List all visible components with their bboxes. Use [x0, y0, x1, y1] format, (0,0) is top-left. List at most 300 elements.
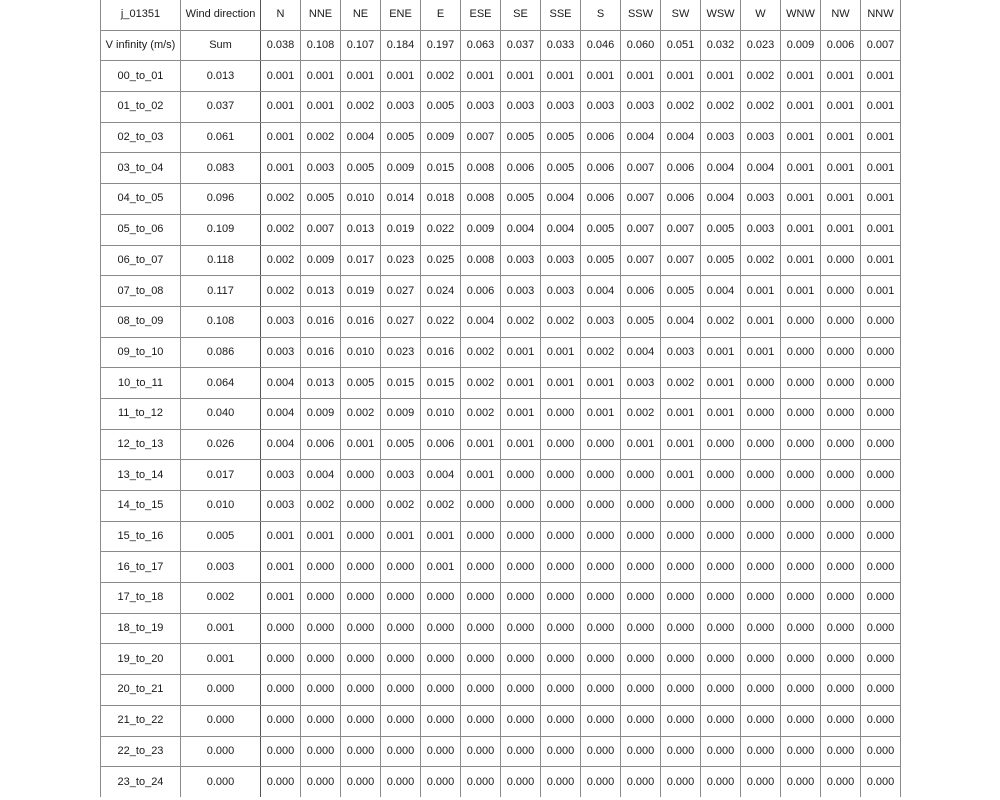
frequency-cell: 0.000	[821, 491, 861, 522]
frequency-cell: 0.000	[821, 460, 861, 491]
row-sum-cell: 0.000	[181, 736, 261, 767]
frequency-cell: 0.003	[621, 368, 661, 399]
frequency-cell: 0.002	[541, 306, 581, 337]
frequency-cell: 0.004	[661, 306, 701, 337]
frequency-cell: 0.000	[701, 675, 741, 706]
table-row	[101, 153, 901, 184]
frequency-cell: 0.013	[301, 276, 341, 307]
frequency-cell: 0.005	[701, 245, 741, 276]
speed-bin-label: 20_to_21	[101, 675, 181, 706]
frequency-cell: 0.001	[261, 153, 301, 184]
frequency-cell: 0.000	[661, 491, 701, 522]
table-row	[101, 214, 901, 245]
frequency-cell: 0.000	[501, 736, 541, 767]
frequency-cell: 0.000	[381, 675, 421, 706]
frequency-cell: 0.000	[661, 767, 701, 797]
frequency-cell: 0.001	[781, 276, 821, 307]
frequency-cell: 0.001	[861, 245, 901, 276]
frequency-cell: 0.000	[621, 583, 661, 614]
table-row	[101, 61, 901, 92]
frequency-cell: 0.001	[541, 368, 581, 399]
table-row	[101, 245, 901, 276]
frequency-cell: 0.027	[381, 276, 421, 307]
frequency-cell: 0.000	[741, 491, 781, 522]
frequency-cell: 0.006	[461, 276, 501, 307]
frequency-cell: 0.000	[701, 613, 741, 644]
frequency-cell: 0.000	[381, 552, 421, 583]
table-row	[101, 767, 901, 797]
frequency-cell: 0.001	[701, 61, 741, 92]
frequency-cell: 0.002	[261, 276, 301, 307]
direction-header: SE	[501, 0, 541, 30]
frequency-cell: 0.001	[261, 552, 301, 583]
frequency-cell: 0.001	[661, 460, 701, 491]
row-sum-cell: 0.002	[181, 583, 261, 614]
direction-header: N	[261, 0, 301, 30]
row-sum-cell: 0.064	[181, 368, 261, 399]
frequency-cell: 0.005	[661, 276, 701, 307]
direction-header: NE	[341, 0, 381, 30]
frequency-cell: 0.001	[661, 61, 701, 92]
frequency-cell: 0.000	[581, 767, 621, 797]
frequency-cell: 0.006	[661, 184, 701, 215]
frequency-cell: 0.000	[461, 521, 501, 552]
frequency-cell: 0.000	[501, 675, 541, 706]
frequency-cell: 0.000	[381, 705, 421, 736]
frequency-cell: 0.000	[341, 521, 381, 552]
speed-bin-label: 07_to_08	[101, 276, 181, 307]
frequency-cell: 0.000	[781, 583, 821, 614]
frequency-cell: 0.024	[421, 276, 461, 307]
wind-direction-label: Wind direction	[181, 0, 261, 30]
frequency-cell: 0.009	[461, 214, 501, 245]
frequency-cell: 0.000	[301, 675, 341, 706]
frequency-cell: 0.000	[381, 583, 421, 614]
direction-header: S	[581, 0, 621, 30]
frequency-cell: 0.000	[261, 767, 301, 797]
frequency-cell: 0.000	[501, 767, 541, 797]
row-sum-cell: 0.000	[181, 705, 261, 736]
frequency-cell: 0.000	[341, 552, 381, 583]
frequency-cell: 0.001	[661, 398, 701, 429]
frequency-cell: 0.000	[341, 644, 381, 675]
frequency-cell: 0.001	[821, 184, 861, 215]
frequency-cell: 0.004	[421, 460, 461, 491]
frequency-cell: 0.000	[461, 583, 501, 614]
frequency-cell: 0.001	[461, 460, 501, 491]
row-sum-cell: 0.026	[181, 429, 261, 460]
frequency-cell: 0.000	[501, 521, 541, 552]
frequency-cell: 0.000	[821, 767, 861, 797]
frequency-cell: 0.000	[261, 644, 301, 675]
speed-bin-label: 06_to_07	[101, 245, 181, 276]
speed-bin-label: 03_to_04	[101, 153, 181, 184]
frequency-cell: 0.000	[701, 705, 741, 736]
frequency-cell: 0.000	[701, 429, 741, 460]
frequency-cell: 0.000	[421, 583, 461, 614]
direction-sum-cell: 0.007	[861, 30, 901, 61]
direction-header: NW	[821, 0, 861, 30]
frequency-cell: 0.000	[581, 675, 621, 706]
frequency-cell: 0.000	[741, 460, 781, 491]
frequency-cell: 0.000	[741, 552, 781, 583]
frequency-cell: 0.004	[541, 184, 581, 215]
frequency-cell: 0.000	[861, 552, 901, 583]
frequency-cell: 0.015	[421, 368, 461, 399]
frequency-cell: 0.002	[341, 92, 381, 123]
frequency-cell: 0.000	[781, 736, 821, 767]
frequency-cell: 0.000	[501, 491, 541, 522]
frequency-cell: 0.004	[701, 276, 741, 307]
frequency-cell: 0.003	[581, 306, 621, 337]
frequency-cell: 0.000	[821, 644, 861, 675]
direction-header: WNW	[781, 0, 821, 30]
frequency-cell: 0.000	[341, 583, 381, 614]
frequency-cell: 0.005	[501, 122, 541, 153]
frequency-cell: 0.017	[341, 245, 381, 276]
frequency-cell: 0.001	[581, 368, 621, 399]
frequency-cell: 0.000	[541, 521, 581, 552]
table-row	[101, 306, 901, 337]
frequency-cell: 0.015	[421, 153, 461, 184]
frequency-cell: 0.000	[661, 705, 701, 736]
direction-sum-cell: 0.107	[341, 30, 381, 61]
frequency-cell: 0.000	[581, 460, 621, 491]
frequency-cell: 0.001	[381, 521, 421, 552]
frequency-cell: 0.001	[541, 61, 581, 92]
frequency-cell: 0.019	[381, 214, 421, 245]
frequency-cell: 0.000	[581, 552, 621, 583]
frequency-cell: 0.000	[581, 705, 621, 736]
frequency-cell: 0.002	[581, 337, 621, 368]
row-sum-cell: 0.086	[181, 337, 261, 368]
frequency-cell: 0.000	[861, 491, 901, 522]
frequency-cell: 0.000	[861, 429, 901, 460]
frequency-cell: 0.004	[261, 368, 301, 399]
frequency-cell: 0.006	[661, 153, 701, 184]
frequency-cell: 0.000	[661, 613, 701, 644]
table-row	[101, 337, 901, 368]
frequency-cell: 0.000	[341, 767, 381, 797]
frequency-cell: 0.000	[781, 337, 821, 368]
frequency-cell: 0.000	[701, 552, 741, 583]
frequency-cell: 0.000	[861, 767, 901, 797]
frequency-cell: 0.000	[461, 736, 501, 767]
frequency-cell: 0.007	[461, 122, 501, 153]
frequency-cell: 0.013	[341, 214, 381, 245]
frequency-cell: 0.000	[301, 705, 341, 736]
speed-bin-label: 13_to_14	[101, 460, 181, 491]
frequency-cell: 0.006	[581, 122, 621, 153]
frequency-cell: 0.000	[861, 460, 901, 491]
frequency-cell: 0.000	[781, 552, 821, 583]
frequency-cell: 0.002	[421, 61, 461, 92]
frequency-cell: 0.002	[701, 92, 741, 123]
frequency-cell: 0.001	[501, 61, 541, 92]
frequency-cell: 0.001	[301, 61, 341, 92]
frequency-cell: 0.000	[741, 521, 781, 552]
direction-header: NNW	[861, 0, 901, 30]
frequency-cell: 0.001	[861, 214, 901, 245]
header-row	[101, 0, 901, 30]
frequency-cell: 0.004	[461, 306, 501, 337]
table-row	[101, 92, 901, 123]
table-row	[101, 368, 901, 399]
frequency-cell: 0.025	[421, 245, 461, 276]
frequency-cell: 0.000	[341, 736, 381, 767]
frequency-cell: 0.000	[301, 613, 341, 644]
frequency-cell: 0.000	[661, 583, 701, 614]
direction-header: SSE	[541, 0, 581, 30]
frequency-cell: 0.002	[261, 245, 301, 276]
frequency-cell: 0.000	[541, 429, 581, 460]
frequency-cell: 0.000	[781, 398, 821, 429]
direction-header: ENE	[381, 0, 421, 30]
frequency-cell: 0.005	[581, 214, 621, 245]
speed-bin-label: 08_to_09	[101, 306, 181, 337]
frequency-cell: 0.001	[501, 398, 541, 429]
frequency-cell: 0.010	[421, 398, 461, 429]
frequency-cell: 0.000	[541, 767, 581, 797]
frequency-cell: 0.004	[301, 460, 341, 491]
frequency-cell: 0.003	[501, 245, 541, 276]
frequency-cell: 0.000	[741, 705, 781, 736]
row-sum-cell: 0.005	[181, 521, 261, 552]
frequency-cell: 0.000	[661, 675, 701, 706]
row-sum-cell: 0.001	[181, 644, 261, 675]
frequency-cell: 0.000	[621, 613, 661, 644]
frequency-cell: 0.000	[541, 675, 581, 706]
speed-bin-label: 09_to_10	[101, 337, 181, 368]
frequency-cell: 0.005	[341, 368, 381, 399]
frequency-cell: 0.002	[661, 92, 701, 123]
row-sum-cell: 0.000	[181, 675, 261, 706]
frequency-cell: 0.000	[621, 552, 661, 583]
table-row	[101, 552, 901, 583]
frequency-cell: 0.000	[741, 429, 781, 460]
row-sum-cell: 0.001	[181, 613, 261, 644]
frequency-cell: 0.002	[741, 245, 781, 276]
frequency-cell: 0.006	[581, 184, 621, 215]
frequency-cell: 0.007	[621, 245, 661, 276]
frequency-cell: 0.000	[821, 736, 861, 767]
table-body	[101, 0, 901, 797]
frequency-cell: 0.001	[701, 337, 741, 368]
frequency-cell: 0.001	[461, 429, 501, 460]
speed-bin-label: 18_to_19	[101, 613, 181, 644]
frequency-cell: 0.016	[341, 306, 381, 337]
frequency-cell: 0.001	[821, 214, 861, 245]
frequency-cell: 0.000	[581, 429, 621, 460]
table-row	[101, 613, 901, 644]
frequency-cell: 0.005	[621, 306, 661, 337]
frequency-cell: 0.000	[821, 245, 861, 276]
frequency-cell: 0.000	[461, 613, 501, 644]
frequency-cell: 0.007	[661, 214, 701, 245]
frequency-cell: 0.000	[741, 644, 781, 675]
frequency-cell: 0.022	[421, 306, 461, 337]
frequency-cell: 0.003	[261, 491, 301, 522]
frequency-cell: 0.001	[621, 61, 661, 92]
frequency-cell: 0.005	[381, 429, 421, 460]
speed-bin-label: 16_to_17	[101, 552, 181, 583]
frequency-cell: 0.000	[621, 460, 661, 491]
frequency-cell: 0.000	[821, 521, 861, 552]
frequency-cell: 0.002	[461, 337, 501, 368]
direction-sum-cell: 0.060	[621, 30, 661, 61]
sum-row	[101, 30, 901, 61]
frequency-cell: 0.000	[621, 736, 661, 767]
direction-sum-cell: 0.023	[741, 30, 781, 61]
frequency-cell: 0.006	[421, 429, 461, 460]
frequency-cell: 0.003	[261, 460, 301, 491]
speed-bin-label: 23_to_24	[101, 767, 181, 797]
frequency-cell: 0.000	[821, 675, 861, 706]
frequency-cell: 0.000	[821, 368, 861, 399]
frequency-cell: 0.003	[541, 245, 581, 276]
direction-header: NNE	[301, 0, 341, 30]
frequency-cell: 0.000	[461, 675, 501, 706]
frequency-cell: 0.003	[581, 92, 621, 123]
frequency-cell: 0.000	[381, 767, 421, 797]
frequency-cell: 0.009	[301, 245, 341, 276]
frequency-cell: 0.000	[741, 583, 781, 614]
frequency-cell: 0.000	[861, 675, 901, 706]
table-row	[101, 675, 901, 706]
frequency-cell: 0.002	[301, 491, 341, 522]
frequency-cell: 0.000	[781, 491, 821, 522]
frequency-cell: 0.002	[741, 61, 781, 92]
frequency-cell: 0.009	[381, 398, 421, 429]
frequency-cell: 0.000	[701, 767, 741, 797]
table-row	[101, 491, 901, 522]
frequency-cell: 0.001	[581, 398, 621, 429]
frequency-cell: 0.004	[541, 214, 581, 245]
frequency-cell: 0.000	[821, 398, 861, 429]
frequency-cell: 0.000	[661, 552, 701, 583]
sum-label: Sum	[181, 30, 261, 61]
frequency-cell: 0.007	[621, 153, 661, 184]
frequency-cell: 0.003	[501, 276, 541, 307]
frequency-cell: 0.023	[381, 245, 421, 276]
frequency-cell: 0.003	[301, 153, 341, 184]
frequency-cell: 0.003	[381, 460, 421, 491]
speed-bin-label: 04_to_05	[101, 184, 181, 215]
frequency-cell: 0.001	[781, 214, 821, 245]
frequency-cell: 0.004	[661, 122, 701, 153]
frequency-cell: 0.000	[741, 675, 781, 706]
frequency-cell: 0.000	[781, 521, 821, 552]
frequency-cell: 0.005	[301, 184, 341, 215]
frequency-cell: 0.000	[861, 736, 901, 767]
frequency-cell: 0.000	[861, 368, 901, 399]
frequency-cell: 0.000	[341, 491, 381, 522]
table-row	[101, 736, 901, 767]
frequency-cell: 0.000	[261, 675, 301, 706]
frequency-cell: 0.001	[861, 153, 901, 184]
direction-sum-cell: 0.197	[421, 30, 461, 61]
frequency-cell: 0.000	[701, 736, 741, 767]
frequency-cell: 0.001	[821, 122, 861, 153]
frequency-cell: 0.001	[261, 583, 301, 614]
frequency-cell: 0.000	[461, 767, 501, 797]
frequency-cell: 0.000	[261, 736, 301, 767]
frequency-cell: 0.000	[541, 736, 581, 767]
frequency-cell: 0.027	[381, 306, 421, 337]
row-sum-cell: 0.017	[181, 460, 261, 491]
frequency-cell: 0.001	[781, 92, 821, 123]
direction-sum-cell: 0.046	[581, 30, 621, 61]
frequency-cell: 0.008	[461, 184, 501, 215]
frequency-cell: 0.000	[541, 460, 581, 491]
frequency-cell: 0.007	[621, 184, 661, 215]
frequency-cell: 0.000	[421, 705, 461, 736]
frequency-cell: 0.001	[781, 122, 821, 153]
direction-sum-cell: 0.006	[821, 30, 861, 61]
frequency-cell: 0.006	[621, 276, 661, 307]
frequency-cell: 0.001	[421, 552, 461, 583]
frequency-cell: 0.000	[861, 613, 901, 644]
frequency-cell: 0.000	[581, 521, 621, 552]
table-row	[101, 521, 901, 552]
frequency-cell: 0.000	[461, 552, 501, 583]
speed-bin-label: 00_to_01	[101, 61, 181, 92]
frequency-cell: 0.000	[741, 368, 781, 399]
frequency-cell: 0.000	[741, 736, 781, 767]
table-row	[101, 429, 901, 460]
frequency-cell: 0.000	[621, 644, 661, 675]
frequency-cell: 0.003	[261, 306, 301, 337]
frequency-cell: 0.000	[861, 306, 901, 337]
frequency-cell: 0.000	[701, 460, 741, 491]
frequency-cell: 0.002	[301, 122, 341, 153]
frequency-cell: 0.000	[301, 736, 341, 767]
frequency-cell: 0.010	[341, 184, 381, 215]
frequency-cell: 0.007	[301, 214, 341, 245]
frequency-cell: 0.000	[341, 613, 381, 644]
table-row	[101, 276, 901, 307]
frequency-cell: 0.000	[501, 460, 541, 491]
frequency-cell: 0.001	[261, 521, 301, 552]
frequency-cell: 0.002	[421, 491, 461, 522]
frequency-cell: 0.005	[421, 92, 461, 123]
frequency-cell: 0.005	[501, 184, 541, 215]
speed-bin-label: 15_to_16	[101, 521, 181, 552]
frequency-cell: 0.016	[421, 337, 461, 368]
frequency-cell: 0.000	[821, 705, 861, 736]
direction-header: E	[421, 0, 461, 30]
frequency-cell: 0.009	[381, 153, 421, 184]
frequency-cell: 0.000	[781, 767, 821, 797]
frequency-cell: 0.000	[301, 644, 341, 675]
frequency-cell: 0.004	[701, 153, 741, 184]
table-row	[101, 583, 901, 614]
frequency-cell: 0.000	[501, 644, 541, 675]
frequency-cell: 0.001	[861, 61, 901, 92]
frequency-cell: 0.002	[381, 491, 421, 522]
direction-sum-cell: 0.009	[781, 30, 821, 61]
table-row	[101, 122, 901, 153]
frequency-cell: 0.000	[501, 613, 541, 644]
frequency-cell: 0.008	[461, 153, 501, 184]
frequency-cell: 0.005	[701, 214, 741, 245]
direction-header: ESE	[461, 0, 501, 30]
frequency-cell: 0.000	[861, 521, 901, 552]
frequency-cell: 0.000	[381, 644, 421, 675]
frequency-cell: 0.000	[541, 552, 581, 583]
frequency-cell: 0.001	[501, 429, 541, 460]
frequency-cell: 0.001	[341, 61, 381, 92]
